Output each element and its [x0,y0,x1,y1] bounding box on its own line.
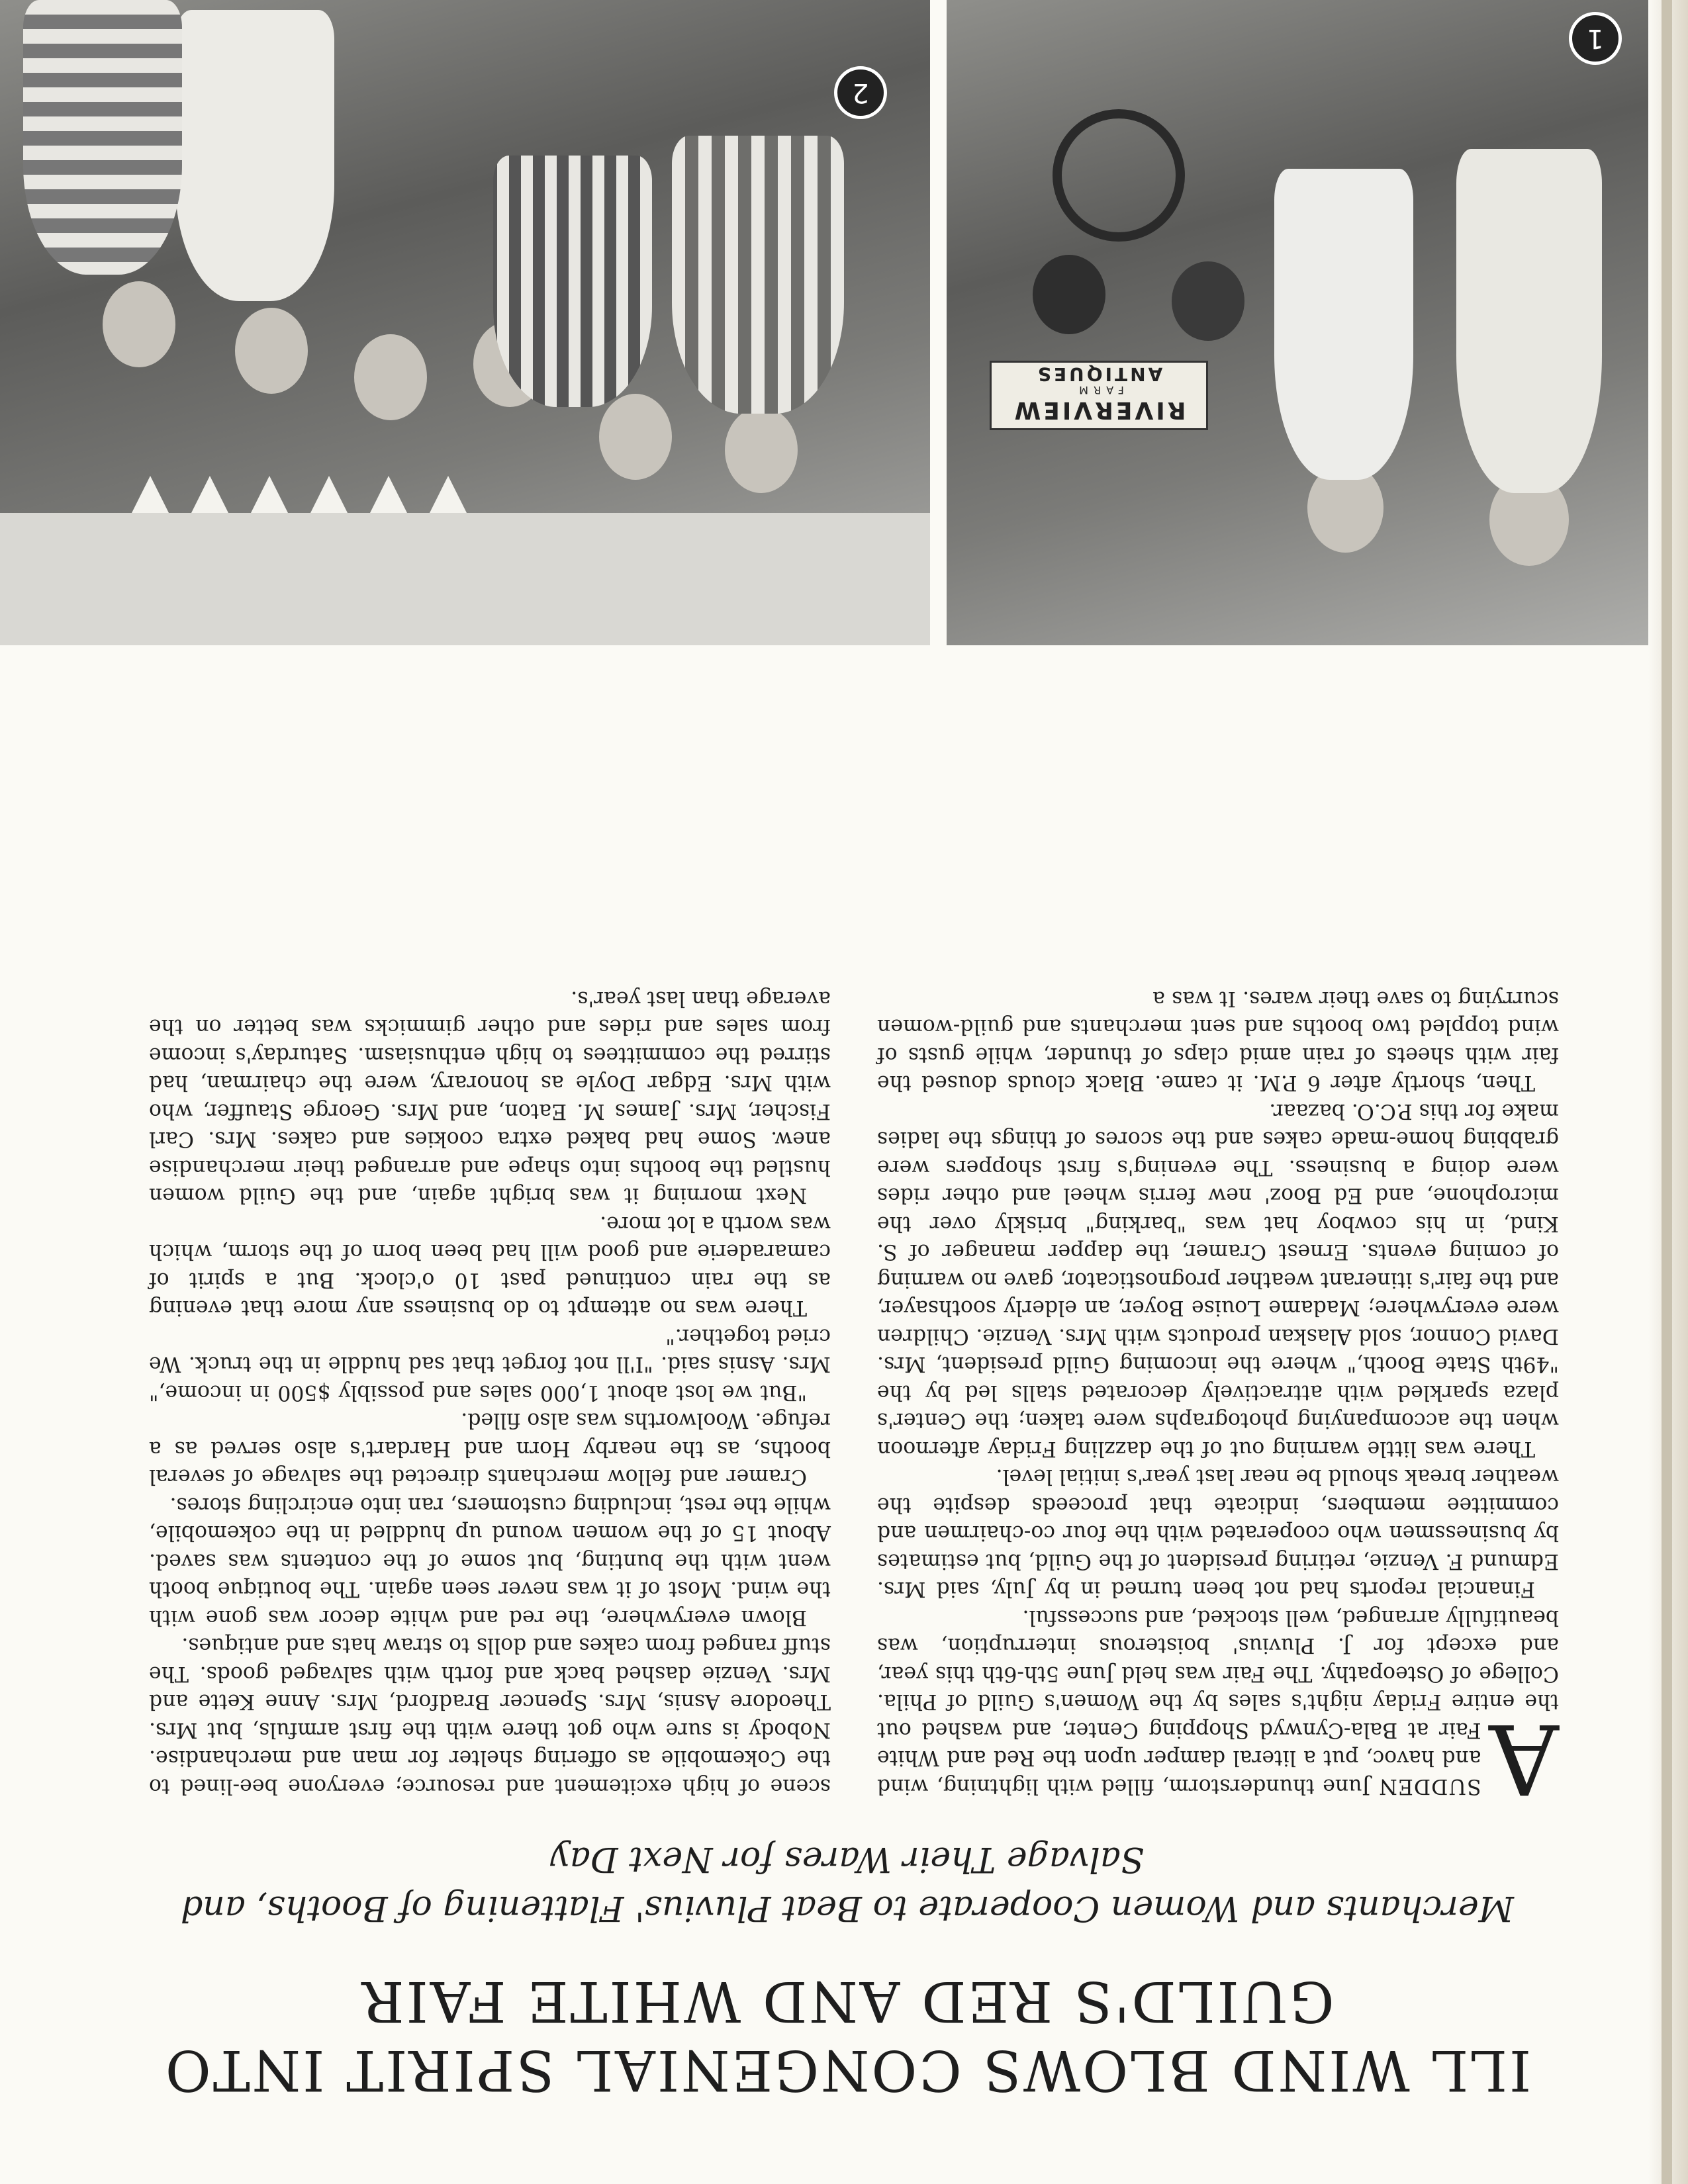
booth-awning [0,513,930,645]
photo-figure [672,136,844,414]
photo-figure [1274,169,1413,480]
photo-figure [1456,149,1602,493]
body-paragraph: There was little warning out of the dazzling Friday afternoon when the accompanying photographs were taken; the Center's plaza sparkled with attractively decorated stalls led by the "49th State Booth," where the incoming Guild president, Mrs. David Connor, sold Alaskan products with Mrs. Venzie. Children were everywhere; Madame Louise Boyer, an elderly soothsayer, and the fair's itinerant weather prognosticator, gave no warning of coming events. Ernest Cramer, the dapper manager of S. Kind, in his cowboy hat was "barking" briskly over the microphone, and Ed Booz' new ferris wheel and other rides were doing a business. The evening's first shoppers were grabbing home-made cakes and the scores of things the ladies make for this P.C.O. bazaar. [877,1099,1559,1461]
article-subhead: Merchants and Women Cooperate to Beat Pluvius' Flattening of Booths, and Salvage Their Wares for Next Day [180,1839,1515,1928]
pennant [370,476,407,513]
photo-figure [235,308,308,394]
photo-figure [725,407,798,493]
pennant [430,476,467,513]
article-column-right [149,985,831,1801]
sign-line-3: ANTIQUES [1035,363,1163,385]
photo-figure [354,334,427,420]
spinning-wheel [1053,109,1185,242]
article-column-left [877,985,1559,1815]
sign-line-2: FARM [1074,384,1124,396]
pennant [310,476,348,513]
photo-figure [1172,261,1244,341]
body-paragraph: scene of high excitement and resource; everyone bee-lined to the Cokemobile as offering shelter for man and merchandise. Nobody is sure who got there with the first armfuls, but Mrs. Theodore Asnis, Mrs. Spencer Bradford, Mrs. Anne Kette and Mrs. Venzie dashed back and forth with salvaged goods. The stuff ranged from cakes and dolls to straw hats and antiques. [149,1633,831,1798]
intro-paragraph [877,1604,1559,1815]
photo-figure [103,281,175,367]
body-paragraph: Financial reports had not been turned in by July, said Mrs. Edmund F. Venzie, retiring president of the Guild, but estimates by businessmen who cooperated with the four co-chairmen and committee members, indicate that proceeds despite the weather break should be near last year's initial level. [877,1465,1559,1602]
photo-figure [23,0,182,275]
photo-antique-booth [947,0,1648,645]
intro-text: June thunderstorm, filled with lightning, wind and havoc, put a literal damper upon the Red and White Fair at Bala-Cynwyd Shopping Center, and washed out the entire Friday night's sales by the Women's Guild of Phila. College of Osteopathy. The Fair was held June 5th-6th this year, and except for J. Pluvius' boisterous interruption, was beautifully arranged, well stocked, and successful. [877,1606,1559,1798]
page-edge-strip [1662,0,1672,2184]
drop-cap: A [1489,1702,1559,1815]
sign-line-1: RIVERVIEW [1011,396,1186,424]
body-paragraph: Cramer and fellow merchants directed the salvage of several booths, as the nearby Horn and Hardart's also served as a refuge. Woolworths was also filled. [149,1408,831,1489]
lead-in: SUDDEN [1378,1774,1481,1798]
body-paragraph: "But we lost about 1,000 sales and possibly $500 in income," Mrs. Asnis said. "I'll not forget that sad huddle in the truck. We cried together." [149,1324,831,1404]
riverview-sign [990,361,1208,430]
pennant [191,476,228,513]
photo-guild-women [0,0,930,645]
body-paragraph: There was no attempt to do business any more that evening as the rain continued past 10 o'clock. But a spirit of camaraderie and good will had been born of the storm, which was worth a lot more. [149,1212,831,1320]
photo-figure [599,394,672,480]
body-paragraph: Then, shortly after 6 P.M. it came. Black clouds doused the fair with sheets of rain amid claps of thunder, while gusts of wind toppled two booths and sent merchants and guild-women scurrying to save their wares. It was a [877,987,1559,1095]
article-headline: ILL WIND BLOWS CONGENIAL SPIRIT INTO GUILD'S RED AND WHITE FAIR [163,1969,1532,2103]
photo-figure [493,156,652,407]
photo-number-badge: 2 [834,66,887,119]
pennant [251,476,288,513]
photo-figure [1033,255,1105,334]
pennant [132,476,169,513]
body-paragraph: Next morning it was bright again, and the Guild women hustled the booths into shape and arranged their merchandise anew. Some had baked extra cookies and cakes. Mrs. Carl Fischer, Mrs. James M. Eaton, and Mrs. George Stauffer, who with Mrs. Edgar Doyle as honorary, were the chairman, had stirred the committees to high enthusiasm. Saturday's income from sales and rides and other gimmicks was better on the average than last year's. [149,987,831,1208]
photo-figure [175,10,334,301]
body-paragraph: Blown everywhere, the red and white decor was gone with the wind. Most of it was never seen again. The boutique booth went with the bunting, but some of the contents was saved. About 15 of the women wound up huddled in the cokemobile, while the rest, including customers, ran into encircling stores. [149,1493,831,1629]
photo-number-badge: 1 [1569,12,1622,65]
